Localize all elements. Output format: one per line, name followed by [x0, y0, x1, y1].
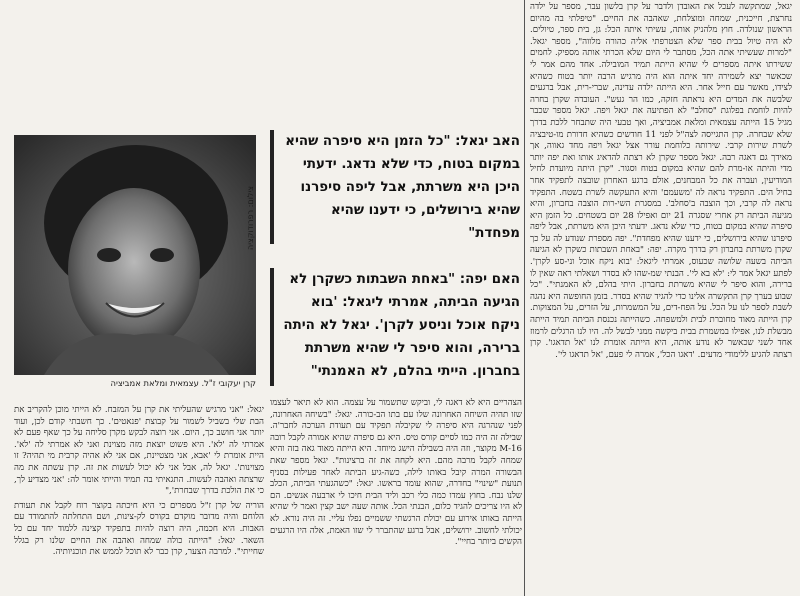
- pull-quote-rule: [270, 130, 274, 244]
- article-text-right: יגאל, שמתקשה לעכל את האובדן ולדבר על קרן בלשון עבר, מספר על ילדה נחרצת, חייכנית, שמחה ומוצלחת, שאהבה את החיים. "טיפלתי בה מהיום הראשון שנולדה. חוץ מלהניק אותה, עשיתי איתה הכל: גן, בית ספר, טיולים. לא היה טיול בבית ספר שלא הצטרפתי אליה כהורה מלווה", מספר יגאל. "למרות שעשיתי אתה הכל, מסתבר לי היום שלא הכרתי אותה מספיק. לחמים ששירתו איתה מספרים לי שהיא הייתה תמיד המובילה. אחד מהם אמר לי שכאשר יצא לשמירה יחד איתה הוא היה מרגיש הרבה יותר בטוח כשהיא לצידו, מאשר עם חייל אחר. היא הייתה ילדה עדינה, שברי-רית, אבל ברגעים שלבשה את המדים היא נראתה חזקה, כמו הר געש". העובדה שקרן בחרה להיות לוחמת בפלוגת "סחלב" לא הפתיעה את יגאל ויפה. יגאל מספר שכבר מגיל 15 הייתה עצמאית ומלאת אמביציה, ואך טבעי היה שתבחר ללכת בדרך שלא שבחרה. קרן התגייסה לצה"ל לפני 11 חודשים כשהיא חדורת מו-טיבציה לשרת שירות קרבי. שירותה כלוחמת עורר אצל יגאל ויפה מחד גאווה, אך מאידך גם דאגה רבה. יגאל מספר שקרן לא רצתה להדאיג אותו ואת יפה יותר מדי והיתה או-מרת להם שהיא במקום בטוח וסגור. "קרן היתה מיועדת לחיל המודיעין, ועברה את כל המבחנים, אולם ברגע האחרון שובצה לתפקיד אחר בחיל הים. התפקיד נראה לה 'משעמם' והיא התעקשה לשרת בשטח. התפקיד נראה לה קרבי, וכך הוצבה ב'סחלב'. במסגרת השי-רות הוצבה בחברון, והיא מגיעה הביתה רק אחרי שסגרה 21 יום ואפילו 28 יום בשטחים. כל הזמן היא סיפרה שהיא במקום בטוח, כדי שלא נדאג. ידעתי היכן היא משרתת, אבל ליפה סיפרנו שהיא בירושלים, כי ידענו שהיא מפחדת". יפה מספרת שנודע לה על כך שקרן משרתת בחברון רק בדרך מקרה. יפה: "באחת השבתות כשקרן לא הגיעה הביתה בשעה שלושה שכעוס, אמרתי ליגאל: 'בוא ניקח אוכל וני-סע לקרן'. לפתע יגאל אמר לי: 'לא בא לי'. הבנתי שמ-שהו לא בסדר ושאלתי ראה שאין לו ברירה, והוא סיפר לי שהיא משרתת בחברון. היתי בהלם, לא האמנתי". "כל שבוע בערך קרן התקשרה אלינו כדי להגיד שהיא בסדר. בזמן החופשה היא נהגה לשבת לספר לנו על הכל. על הפח-דים, על המשמרות, על הזרים, על המצוקות. קרן הייתה מאוד מחוברת לבית ולמשפחה. כשהייתה נכנסת הביתה תמיד הייתה מבשלת לנו, אפילו במשמרת בבית ביקשה ממני לבשל לה. היו לנו הרגלים לרמוז אחד לשני שכאשר לא נודע אותה, היא הייתה אומרת לנו 'אל תדאגו'. קרן רצתה להגיע ללימודי מדעים. 'דאגו הכל', אמרה לי פעם, 'אל תדאגו לי'.: [530, 2, 792, 360]
- article-column-right: [530, 2, 792, 596]
- photo-credit: צילום: רפרודוקציה: [246, 186, 255, 250]
- article-column-middle: [270, 398, 522, 596]
- photo-caption: קרן יעקובי ז"ל. עצמאית ומלאת אמביציה: [110, 378, 256, 388]
- article-text-left-1: יגאל: "אני מרגיש שהעליתי את קרן על המזבח. לא הייתי מוכן להקריב את הבת שלי בשביל לשמור על קבוצת 'פנאטים'. כך חשבתי קודם לכן, ועוד יותר אני חושב כך, היום. אני רוצה לבקש מקרן סליחה על כך שאף פעם לא אמרתי לה 'לא'. היא פשוט יוצאת מזה מצוינת ואני לא אמרתי לה 'לא'. היית אומרת לי 'אבא, אני מצטיינת, אם אני לא אהיה קרבית מי תהיה? זו מצוינות'. יגאל לה, אבל אני לא יכול לעשות את זה. קרן עשתה את מה שרצתה ואהבה לעשות. התגאיתי בה תמיד והייתי אומר לה: 'אני מצדיע לך, כי את הולכת בדרך שבחרת',": [14, 405, 264, 497]
- pull-quote-father: האב יגאל: "כל הזמן היא סיפרה שהיא במקום בטוח, כדי שלא נדאג. ידעתי היכן היא משרתת, אבל ליפה סיפרנו שהיא בירושלים, כי ידענו שהיא מפחדת": [285, 134, 520, 241]
- pull-quote-mother: האם יפה: "באחת השבתות כשקרן לא הגיעה הביתה, אמרתי ליגאל: 'בוא ניקח אוכל וניסע לקרן'. יגאל לא היתה ברירה, והוא סיפר לי שהיא משרתת בחברון. הייתי בהלם, לא האמנתי": [283, 272, 520, 379]
- pull-quote-rule: [270, 268, 274, 386]
- portrait-image: [14, 135, 256, 375]
- portrait-photo: [14, 135, 256, 375]
- article-column-left: [14, 405, 264, 596]
- article-text-middle: הצהריים היא לא דאגה לי, וביקש שתשמור על עצמה. הוא לא תיאר לעצמו שזו תהיה השיחה האחרונה שלו עם בתו הב-כורה. יגאל: "בשיחה האחרונה, לפני שנהרגה היא סיפרה לי שקיבלה תפקיד עם תעודת הערכה לחבר'ה. שבילה זה היה כמו לסיים קורס טיס. היא גם סיפרה שהיא אמורה לקבל רובה M-16 מקוצר, וזה היה בשבילה הישג מיוחד. היא הייתה מאוד גאה בזה והיא שמחה לקבל מרבה מהם. היא לקחה את זה ברצינות". יגאל מספר שאת הבשורה המרה קיבל באותו לילה, כשה-גיע הביתה לאחר פעילות בסניף תנועת "שינוי" בחדרה, שהוא עומד בראשו. יגאל: "כשהגעתי הביתה, הכלב שלנו נבח. בחוץ עמדו כמה כלי רכב וליד הבית חיכו לי ארבעה אנשים. הם לא היו צריכים להגיד כלום, הבנתי הכל. אותה שעה ישב קצין ואמר לי שהיא הייתה באותו אירוע עם יכולת הרגשתי ששמיים נפלו עליי. זה היה נורא. לא יכולתי לחשוב. ירושלים, אבל ברגע שהתברר לי שזו האמת, אלה היו הרגעים הקשים ביותר בחיי".: [270, 398, 522, 548]
- article-text-left-2: הוריה של קרן ז"ל מספרים כי היא חיכתה בקוצר רוח לקבל את תעודת הלוחם והיה מדובר מוקדם בקורס לק-צינות, ושם התחלתה להתמודד עם האבות. היא חכמה, היה רוצה להיות בתפקיד קצינה ללמוד יחד עם כל השאר. יגאל: "הייתה כולה שמחה ואהבה את החיים שלנו רק בגלל שחייתי". למרבה הצער, קרן כבר לא תוכל לממש את תוכניותיה.: [14, 500, 264, 558]
- column-divider: [524, 0, 525, 596]
